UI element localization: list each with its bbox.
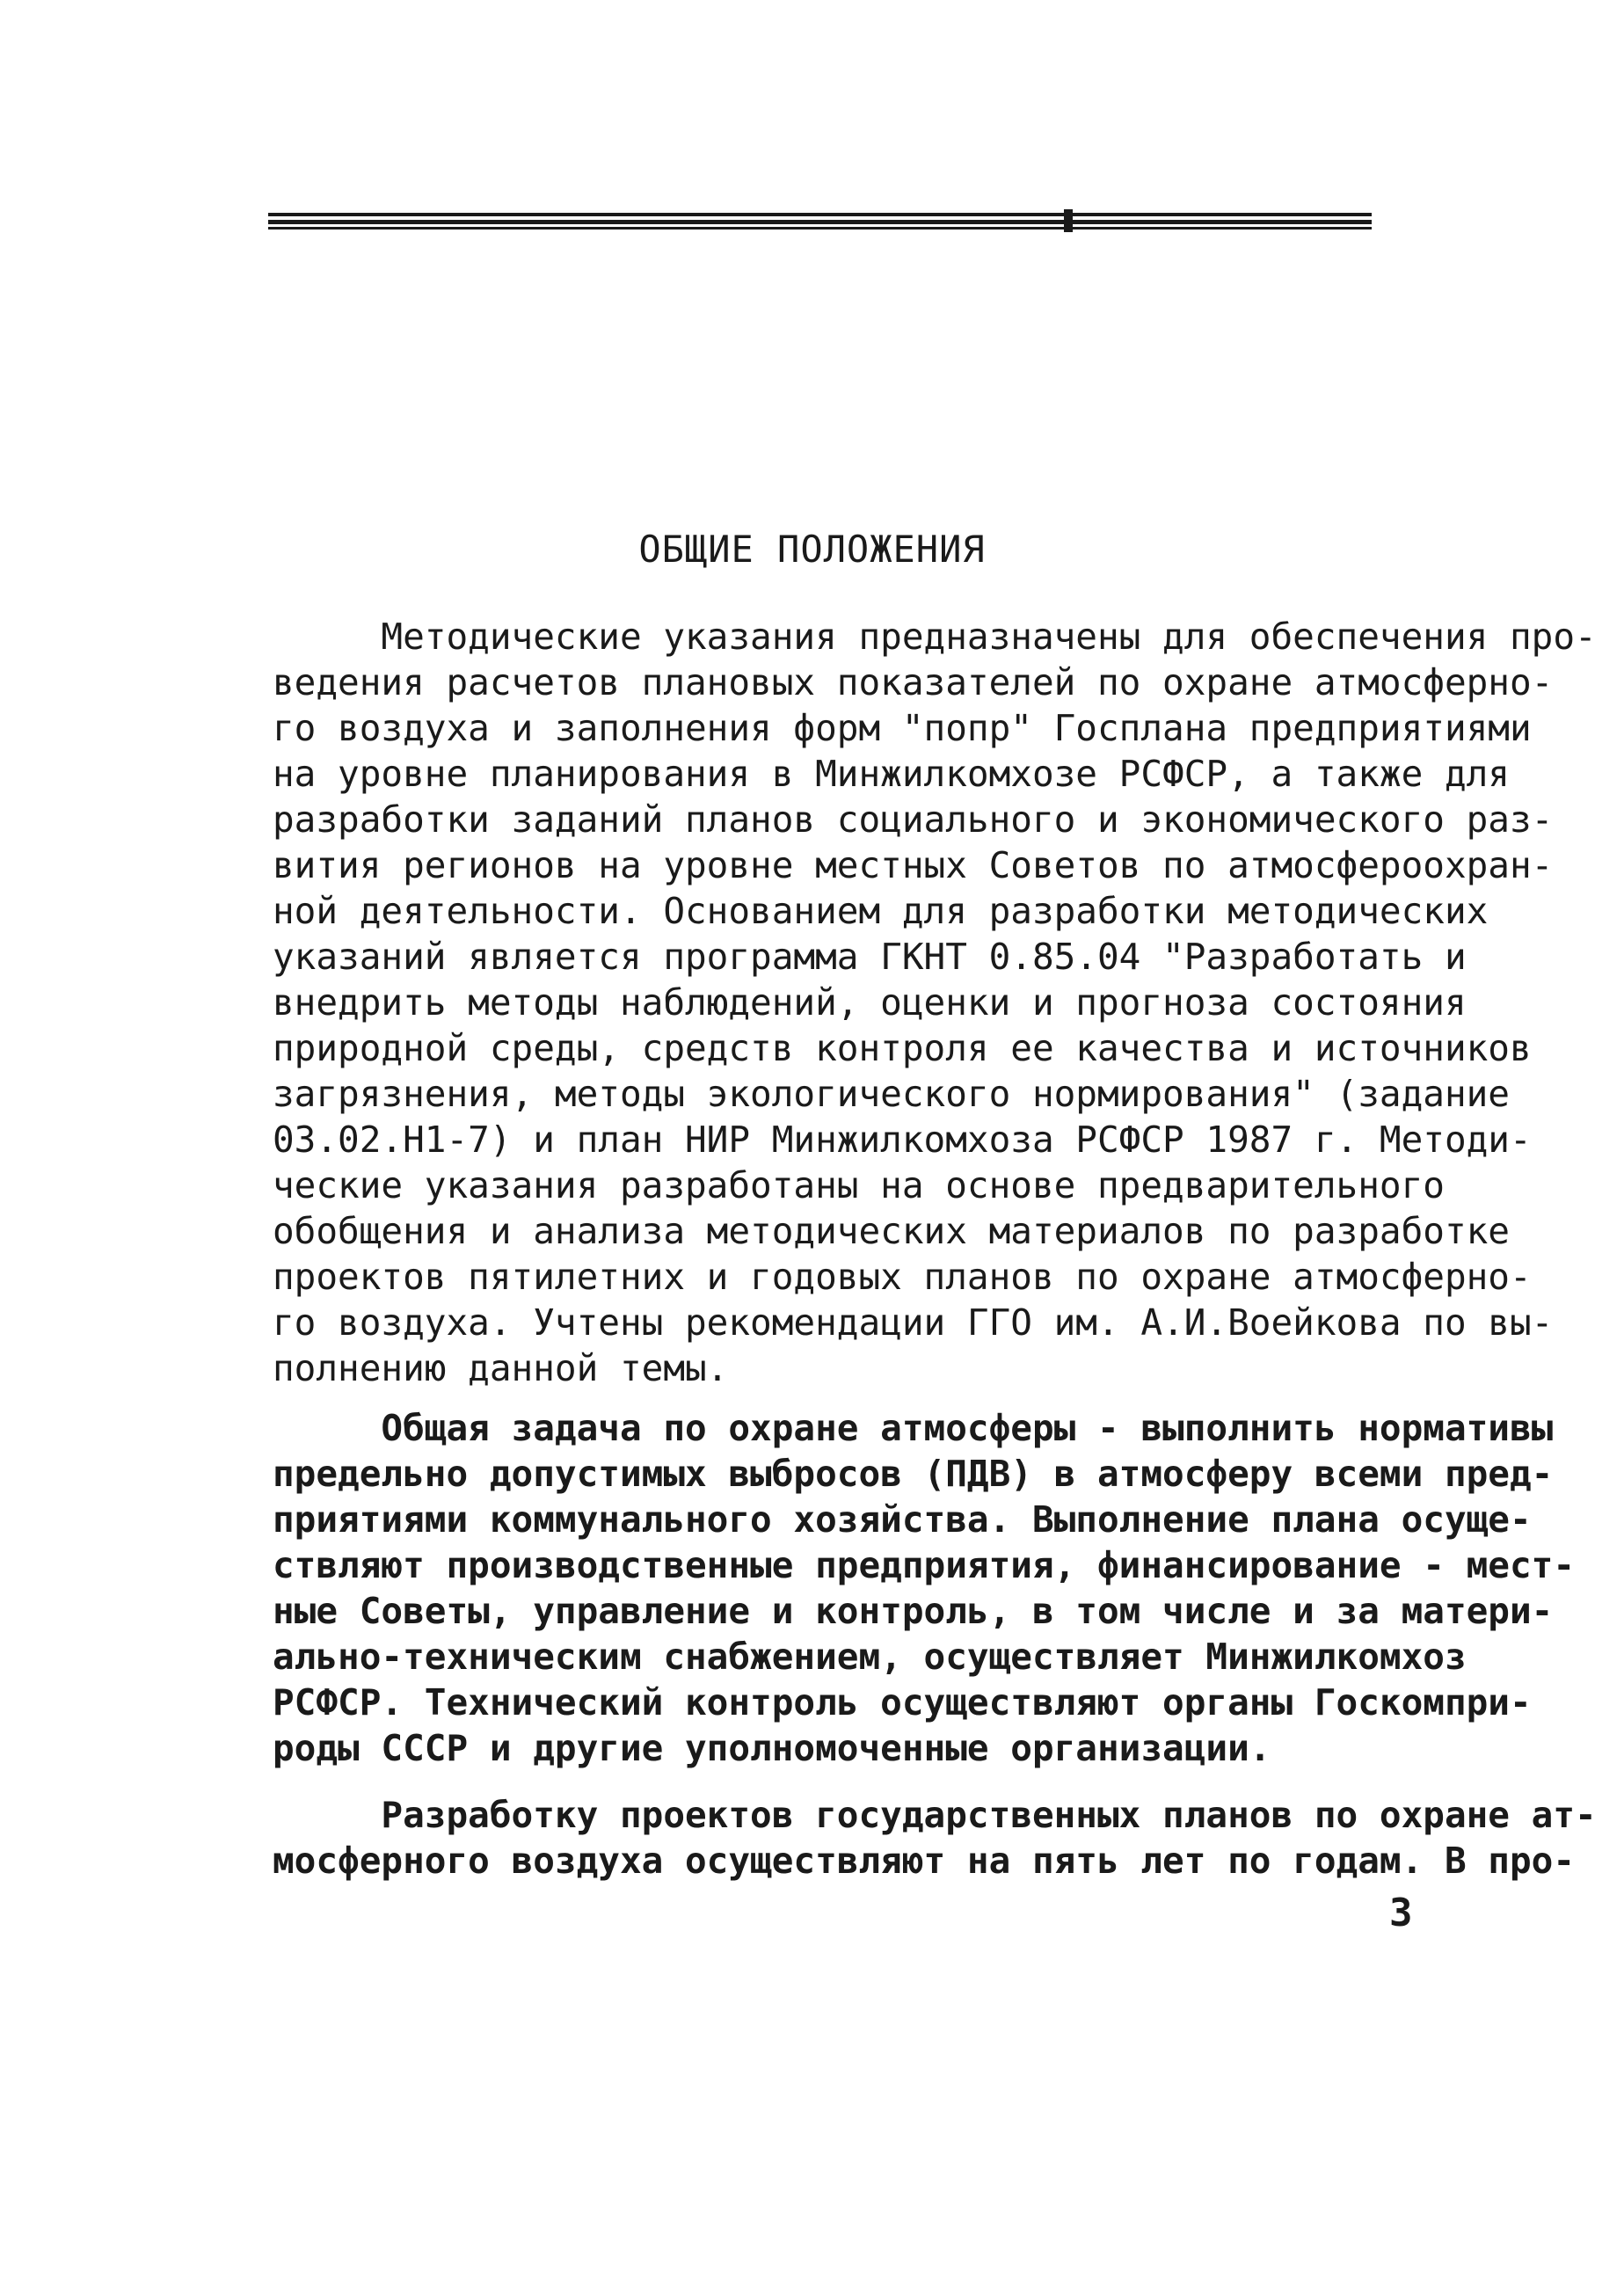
text-line: загрязнения, методы экологического нормирования" (задание	[273, 1073, 1510, 1115]
text-line: го воздуха. Учтены рекомендации ГГО им. А.И.Воейкова по вы-	[273, 1301, 1554, 1344]
text-line: ной деятельности. Основанием для разработки методических	[273, 890, 1489, 932]
text-line: го воздуха и заполнения форм "попр" Госплана предприятиями	[273, 707, 1532, 749]
text-line: мосферного воздуха осуществляют на пять лет по годам. В про-	[273, 1840, 1576, 1882]
text-line: Общая задача по охране атмосферы - выполнить нормативы	[273, 1407, 1554, 1449]
text-line: РСФСР. Технический контроль осуществляют органы Госкомпри-	[273, 1681, 1532, 1724]
text-line: на уровне планирования в Минжилкомхозе РСФСР, а также для	[273, 753, 1510, 795]
text-line: ведения расчетов плановых показателей по охране атмосферно-	[273, 661, 1554, 703]
text-line: проектов пятилетних и годовых планов по охране атмосферно-	[273, 1256, 1532, 1298]
header-rule-mark	[1064, 209, 1073, 232]
text-line: вития регионов на уровне местных Советов по атмосфероохран-	[273, 844, 1554, 886]
text-line: обобщения и анализа методических материалов по разработке	[273, 1210, 1510, 1252]
header-rule	[268, 211, 1372, 230]
text-line: полнению данной темы.	[273, 1347, 729, 1389]
text-line: ные Советы, управление и контроль, в том числе и за матери-	[273, 1590, 1554, 1632]
text-line: ствляют производственные предприятия, финансирование - мест-	[273, 1544, 1576, 1586]
header-rule-line	[268, 213, 1372, 216]
text-line: Разработку проектов государственных планов по охране ат-	[273, 1794, 1597, 1836]
text-line: разработки заданий планов социального и экономического раз-	[273, 798, 1554, 841]
text-line: внедрить методы наблюдений, оценки и прогноза состояния	[273, 981, 1467, 1024]
text-line: предельно допустимых выбросов (ПДВ) в атмосферу всеми пред-	[273, 1453, 1554, 1495]
header-rule-line	[268, 220, 1372, 224]
page-number: 3	[1389, 1891, 1413, 1935]
text-line: ально-техническим снабжением, осуществляет Минжилкомхоз	[273, 1636, 1467, 1678]
text-line: 03.02.Н1-7) и план НИР Минжилкомхоза РСФСР 1987 г. Методи-	[273, 1119, 1532, 1161]
text-line: указаний является программа ГКНТ 0.85.04 "Разработать и	[273, 936, 1467, 978]
header-rule-line	[268, 227, 1372, 230]
text-line: приятиями коммунального хозяйства. Выполнение плана осуще-	[273, 1498, 1532, 1541]
section-title: ОБЩИЕ ПОЛОЖЕНИЯ	[638, 528, 986, 571]
text-line: ческие указания разработаны на основе предварительного	[273, 1164, 1445, 1206]
text-line: природной среды, средств контроля ее качества и источников	[273, 1027, 1532, 1069]
text-line: Методические указания предназначены для обеспечения про-	[273, 616, 1597, 658]
text-line: роды СССР и другие уполномоченные организации.	[273, 1727, 1271, 1769]
